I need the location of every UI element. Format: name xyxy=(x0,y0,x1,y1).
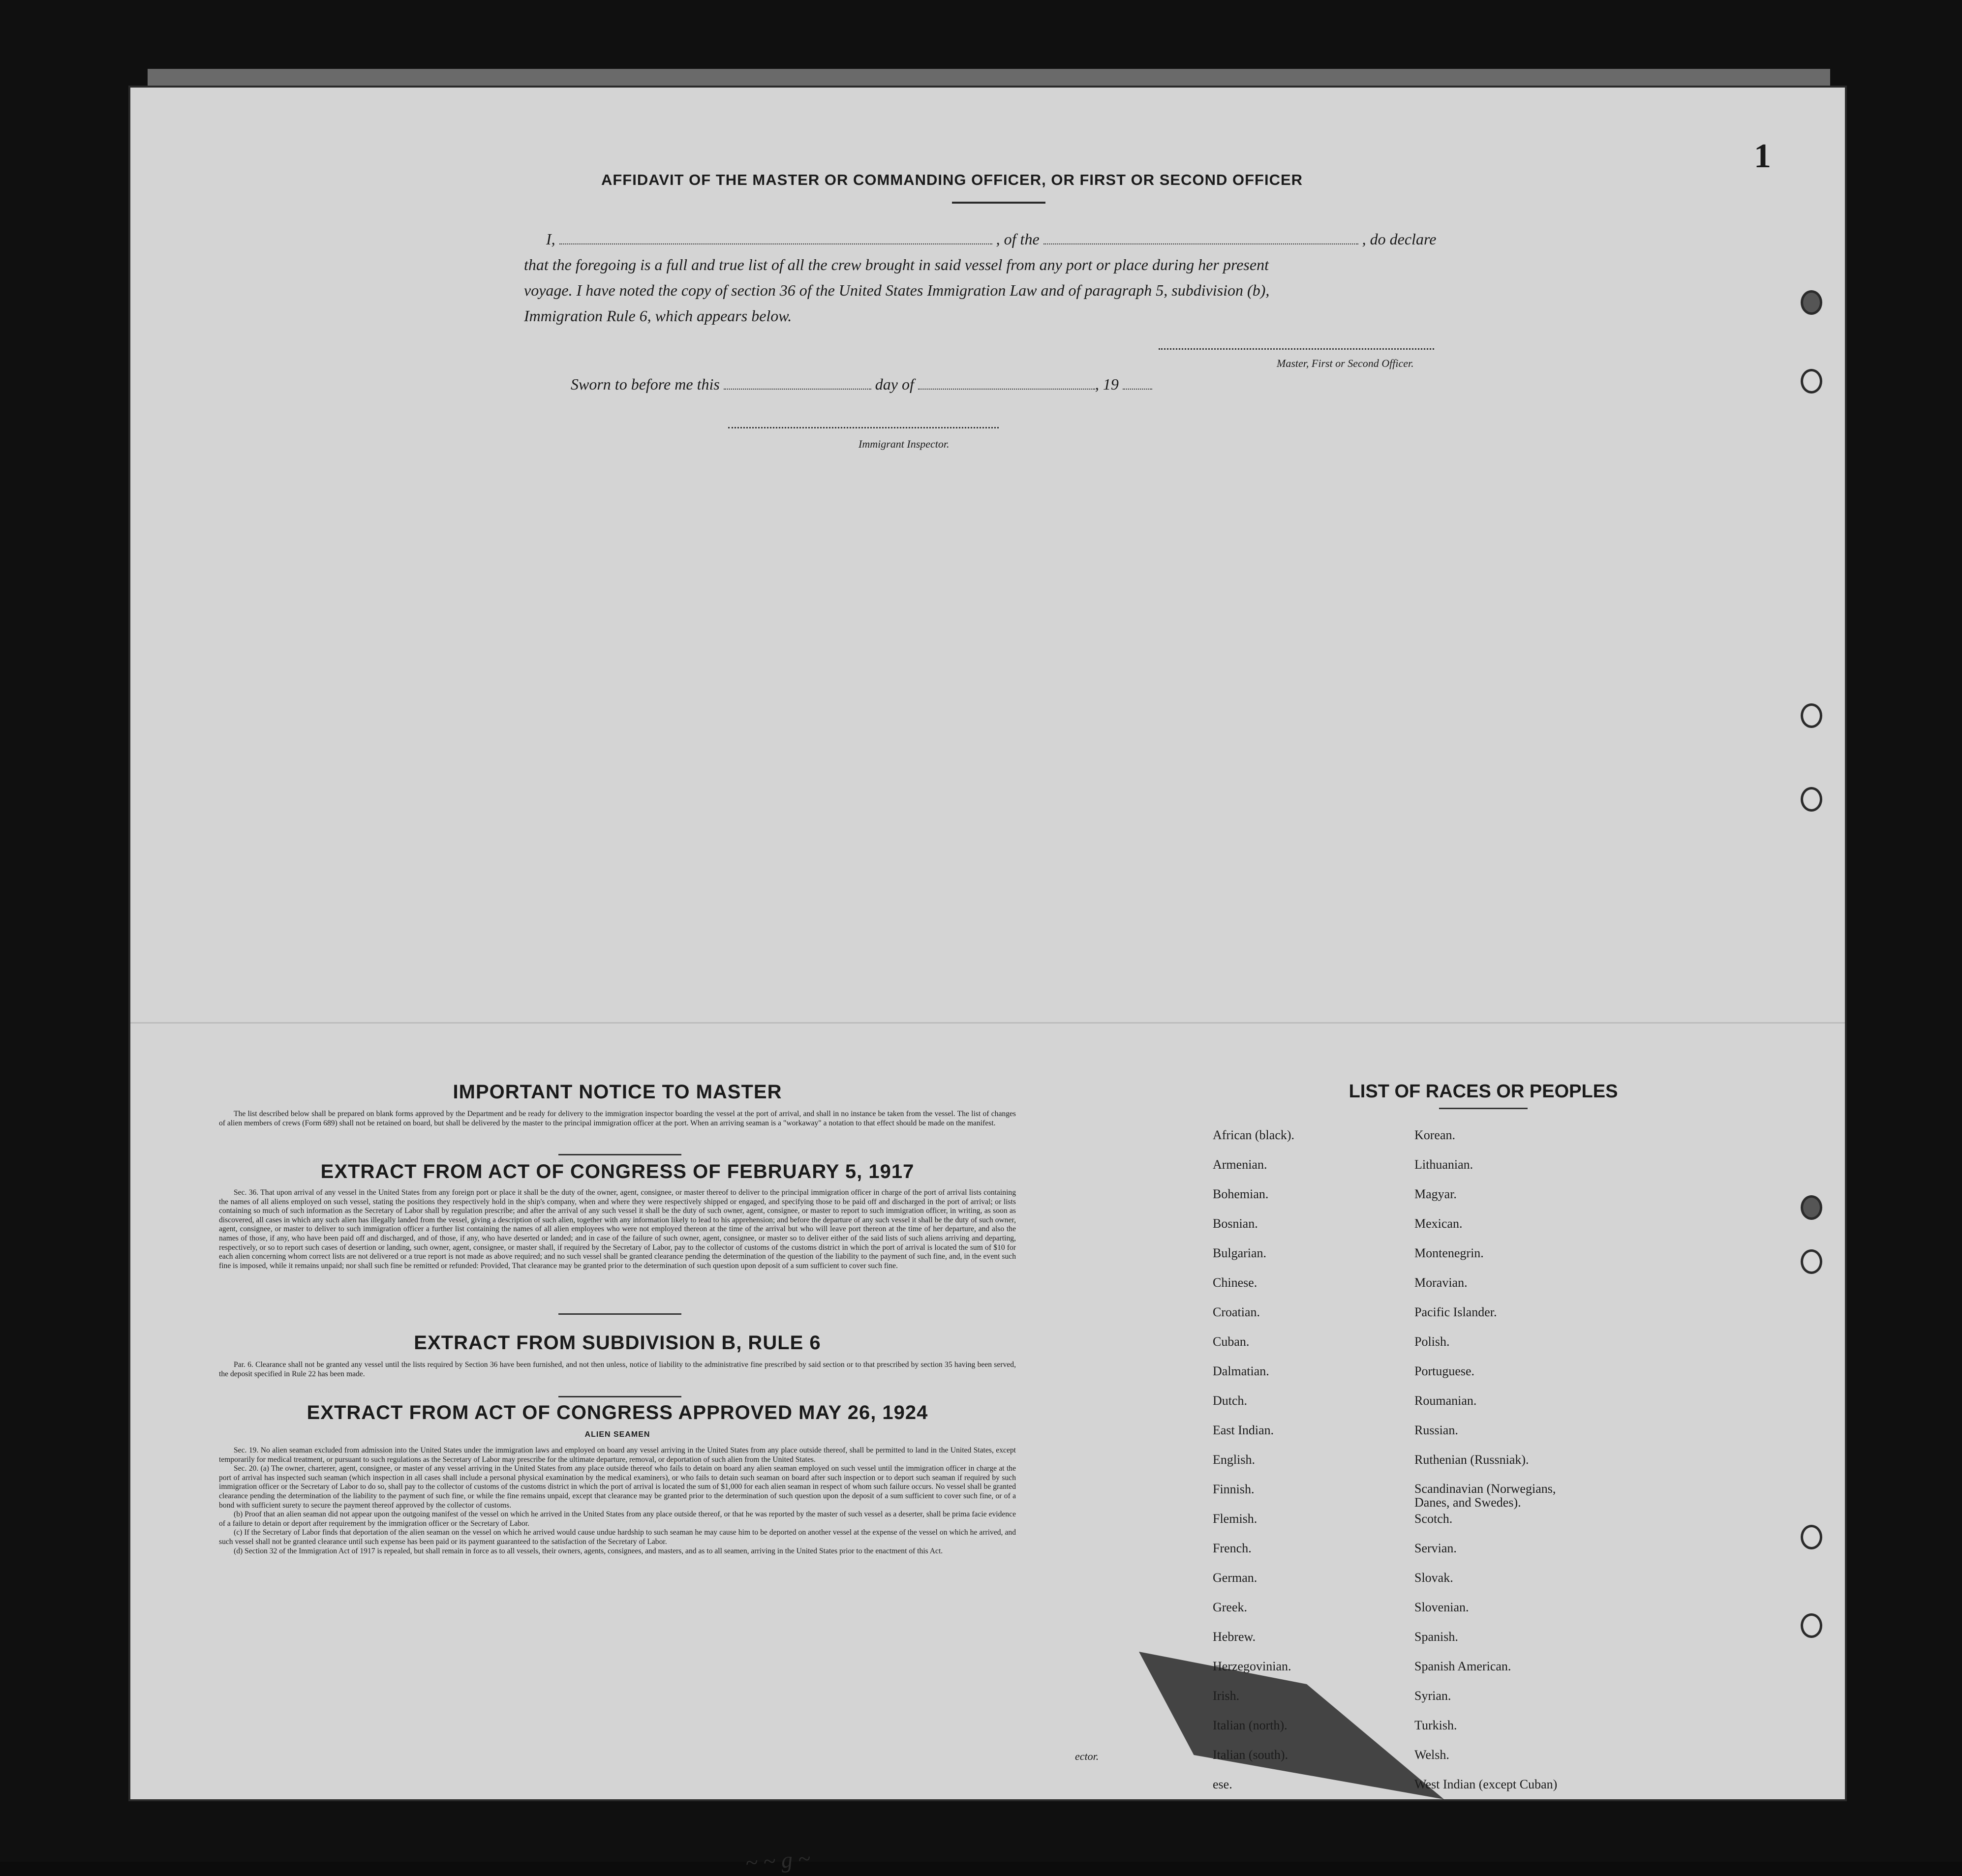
inspector-label: Immigrant Inspector. xyxy=(858,438,950,450)
races-title: LIST OF RACES OR PEOPLES xyxy=(1349,1081,1618,1102)
race-entry: African (black). xyxy=(1213,1128,1295,1142)
race-entry: Slovenian. xyxy=(1414,1600,1469,1614)
race-entry: Moravian. xyxy=(1414,1275,1468,1290)
extract-1924-paragraph: (d) Section 32 of the Immigration Act of 1917 is repealed, but shall remain in force as to all vessels, their owners, agents, consignees, and masters, and as to all seamen, arriving in the United States prior to the enactment of this Act. xyxy=(234,1546,943,1555)
month-blank xyxy=(918,386,1095,390)
extract-rule6-title: EXTRACT FROM SUBDIVISION B, RULE 6 xyxy=(414,1332,821,1354)
race-entry: Roumanian. xyxy=(1414,1393,1477,1408)
inspector-label-partial: ector. xyxy=(1075,1750,1099,1762)
document-page xyxy=(130,88,1845,1876)
inspector-signature-line xyxy=(728,427,999,428)
extract-1924-text xyxy=(219,1446,1016,1556)
race-entry: Servian. xyxy=(1414,1541,1457,1555)
master-signature-label: Master, First or Second Officer. xyxy=(1277,357,1414,369)
affidavit-line-3: voyage. I have noted the copy of section 36 of the United States Immigration Law and of paragraph 5, subdivision (b), xyxy=(524,281,1270,299)
races-rule xyxy=(1439,1108,1528,1109)
race-entry: Polish. xyxy=(1414,1334,1450,1349)
race-entry: East Indian. xyxy=(1213,1423,1274,1437)
name-blank xyxy=(559,241,992,244)
race-entry: Greek. xyxy=(1213,1600,1248,1614)
race-entry: Mexican. xyxy=(1414,1216,1463,1231)
master-signature-line xyxy=(1159,348,1434,350)
race-entry: Dalmatian. xyxy=(1213,1364,1269,1378)
race-entry: English. xyxy=(1213,1452,1255,1467)
race-entry: Hebrew. xyxy=(1213,1630,1256,1644)
race-entry: Italian (north). xyxy=(1213,1718,1288,1732)
race-entry: Cuban. xyxy=(1213,1334,1250,1349)
extract-1924-paragraph: Sec. 19. No alien seaman excluded from admission into the United States under the immigration laws and employed on board any vessel arriving in the United States from any place outside thereof, shall be permitted to land in the United States, except temporarily for medical treatment, or pursuant to such regulations as the Secretary of Labor may prescribe for the ultimate departure, removal, or deportation of such alien from the United States. xyxy=(219,1446,1016,1464)
notice-title: IMPORTANT NOTICE TO MASTER xyxy=(453,1081,782,1103)
punch-hole xyxy=(1801,1195,1822,1220)
year-blank xyxy=(1123,386,1152,390)
race-entry: Bulgarian. xyxy=(1213,1246,1267,1260)
handwriting-scrawl: ~ ~ g ~ xyxy=(744,1846,811,1876)
race-entry: Turkish. xyxy=(1414,1718,1457,1732)
race-entry: French. xyxy=(1213,1541,1252,1555)
section-rule xyxy=(558,1313,681,1315)
extract-1917-text xyxy=(219,1188,1016,1271)
punch-hole xyxy=(1801,290,1822,315)
extract-rule6-text xyxy=(219,1361,1016,1379)
race-entry: Lithuanian. xyxy=(1414,1157,1473,1172)
race-entry: Bosnian. xyxy=(1213,1216,1258,1231)
race-entry: Spanish American. xyxy=(1414,1659,1511,1673)
punch-hole xyxy=(1801,1249,1822,1274)
race-entry: Finnish. xyxy=(1213,1482,1255,1496)
day-blank xyxy=(724,386,871,390)
race-entry: Irish. xyxy=(1213,1689,1240,1703)
title-rule xyxy=(952,202,1045,204)
page-number: 1 xyxy=(1754,137,1771,175)
affidavit-line-4: Immigration Rule 6, which appears below. xyxy=(524,307,792,325)
race-entry: Scandinavian (Norwegians, Danes, and Swedes). xyxy=(1414,1482,1556,1510)
race-entry: Bohemian. xyxy=(1213,1187,1269,1201)
sworn-line xyxy=(571,375,1152,393)
race-entry: Herzegovinian. xyxy=(1213,1659,1291,1673)
notice-paragraph: The list described below shall be prepared on blank forms approved by the Department and be ready for delivery to the immigration inspector boarding the vessel at the port of arrival, and shall in no instance be taken from the vessel. The list of changes of alien members of crews (Form 689) shall not be retained on board, but shall be delivered by the master to the principal immigration officer at the port. When an arriving seaman is a "workaway" a notation to that effect should be made on the manifest. xyxy=(219,1110,1016,1127)
page-fold xyxy=(130,1022,1845,1024)
punch-hole xyxy=(1801,1525,1822,1549)
race-entry: Spanish. xyxy=(1414,1630,1458,1644)
affidavit-title: AFFIDAVIT OF THE MASTER OR COMMANDING OFFICER, OR FIRST OR SECOND OFFICER xyxy=(601,171,1303,188)
extract-1924-paragraph: (c) If the Secretary of Labor finds that deportation of the alien seaman on the vessel on which he arrived would cause undue hardship to such seaman he may cause him to be deported on another vessel at the expense of the vessel on which he arrived, and such vessel shall not be granted clearance until such expense has been paid or its payment guaranteed to the satisfaction of the Secretary of Labor. xyxy=(219,1528,1016,1546)
race-entry: Flemish. xyxy=(1213,1512,1257,1526)
race-entry: German. xyxy=(1213,1571,1257,1585)
extract-1917-paragraph: Sec. 36. That upon arrival of any vessel in the United States from any foreign port or place it shall be the duty of the owner, agent, consignee, or master thereof to deliver to the principal immigration officer in charge of the port of arrival lists containing the names of all aliens employed on such vessel, stating the positions they respectively hold in the ship's company, when and where they were respectively shipped or engaged, and specifying those to be paid off and discharged in the port of arrival; or lists containing so much of such information as the Secretary of Labor shall by regulation prescribe; and after the arrival of any such vessel it shall be the duty of such owner, agent, consignee, or master to report to such immigration officer, in writing, as soon as discovered, all cases in which any such alien has illegally landed from the vessel, giving a description of such alien, together with any information likely to lead to his apprehension; and before the departure of any such vessel it shall be the duty of such owner, agent, consignee, or master to deliver to such immigration officer a further list containing the names of all alien employees who were not employed thereon at the time of the arrival but who will leave port thereon at the time of her departure, and also the names of those, if any, who have been paid off and discharged, and of those, if any, who have deserted or landed; and in case of the failure of such owner, agent, consignee, or master so to deliver either of the said lists of such aliens arriving and departing, respectively, or so to report such cases of desertion or landing, such owner, agent, consignee, or master shall, if required by the Secretary of Labor, pay to the collector of customs of the customs district in which the port of arrival is located the sum of $10 for each alien concerning whom correct lists are not delivered or a true report is not made as above required; and no such vessel shall be granted clearance pending the determination of the question of the liability to the payment of such fine, and, in the event such fine is imposed, while it remains unpaid; nor shall such fine be remitted or refunded: Provided, That clearance may be granted prior to the determination of such question upon deposit of a sum sufficient to cover such fine. xyxy=(219,1188,1016,1270)
race-entry: Magyar. xyxy=(1414,1187,1457,1201)
extract-rule6-paragraph: Par. 6. Clearance shall not be granted any vessel until the lists required by Section 36 have been furnished, and not then unless, notice of liability to the administrative fine prescribed by said section or to that prescribed by section 35 having been served, the deposit specified in Rule 22 has been made. xyxy=(219,1361,1016,1378)
race-entry: Syrian. xyxy=(1414,1689,1451,1703)
race-entry: Croatian. xyxy=(1213,1305,1260,1319)
extract-1924-paragraph: (b) Proof that an alien seaman did not appear upon the outgoing manifest of the vessel on which he arrived in the United States from any place outside thereof, or that he was reported by the master of such vessel as a deserter, shall be prima facie evidence of a failure to detain or deport after requirement by the immigration officer or the Secretary of Labor. xyxy=(219,1510,1016,1528)
race-entry: Scotch. xyxy=(1414,1512,1453,1526)
race-entry: Chinese. xyxy=(1213,1275,1257,1290)
section-rule xyxy=(558,1396,681,1397)
sworn-year: , 19 xyxy=(1095,375,1119,393)
race-entry: Portuguese. xyxy=(1414,1364,1475,1378)
affidavit-of-the: , of the xyxy=(996,230,1040,248)
notice-text xyxy=(219,1110,1016,1128)
vessel-blank xyxy=(1043,241,1358,244)
race-entry: Pacific Islander. xyxy=(1414,1305,1497,1319)
affidavit-declare: , do declare xyxy=(1362,230,1437,248)
extract-1924-subtitle: ALIEN SEAMEN xyxy=(584,1430,650,1439)
race-entry: Dutch. xyxy=(1213,1393,1248,1408)
punch-hole xyxy=(1801,1613,1822,1638)
race-entry: Russian. xyxy=(1414,1423,1458,1437)
paper-tear xyxy=(1139,1652,1444,1799)
affidavit-line-1 xyxy=(546,230,1436,248)
extract-1917-title: EXTRACT FROM ACT OF CONGRESS OF FEBRUARY 5, 1917 xyxy=(320,1161,915,1182)
race-entry: Welsh. xyxy=(1414,1748,1449,1762)
extract-1924-paragraph: Sec. 20. (a) The owner, charterer, agent, consignee, or master of any vessel arriving in the United States from any place outside thereof who fails to detain on board any alien seaman employed on such vessel until the immigration officer in charge at the port of arrival has inspected such seaman (which inspection in all cases shall include a personal physical examination by the medical examiners), or who fails to detain such seaman on board after such inspection or to deport such seaman if required by such immigration officer or the Secretary of Labor to do so, shall pay to the collector of customs of the customs district in which the port of arrival is located the sum of $1,000 for each alien seaman in respect of whom such failure occurs. No vessel shall be granted clearance pending the determination of the liability to the payment of such fine, or while the fine remains unpaid, except that clearance may be granted prior to the determination of such question upon the deposit of a sum sufficient to cover such fine, or of a bond with sufficient surety to secure the payment thereof approved by the collector of customs. xyxy=(219,1464,1016,1510)
race-entry: Slovak. xyxy=(1414,1571,1453,1585)
race-entry: ese. xyxy=(1213,1777,1232,1791)
punch-hole xyxy=(1801,787,1822,812)
race-entry: Ruthenian (Russniak). xyxy=(1414,1452,1529,1467)
section-rule xyxy=(558,1154,681,1155)
affidavit-pronoun: I, xyxy=(546,230,555,248)
sworn-label: Sworn to before me this xyxy=(571,375,720,393)
race-entry: Montenegrin. xyxy=(1414,1246,1484,1260)
sworn-day-of: day of xyxy=(875,375,914,393)
race-entry: Armenian. xyxy=(1213,1157,1267,1172)
extract-1924-title: EXTRACT FROM ACT OF CONGRESS APPROVED MAY 26, 1924 xyxy=(307,1402,928,1423)
race-entry: Korean. xyxy=(1414,1128,1456,1142)
affidavit-line-2: that the foregoing is a full and true list of all the crew brought in said vessel from any port or place during her present xyxy=(524,256,1269,273)
race-entry: Italian (south). xyxy=(1213,1748,1288,1762)
punch-hole xyxy=(1801,369,1822,393)
race-entry: West Indian (except Cuban) xyxy=(1414,1777,1558,1791)
punch-hole xyxy=(1801,703,1822,728)
